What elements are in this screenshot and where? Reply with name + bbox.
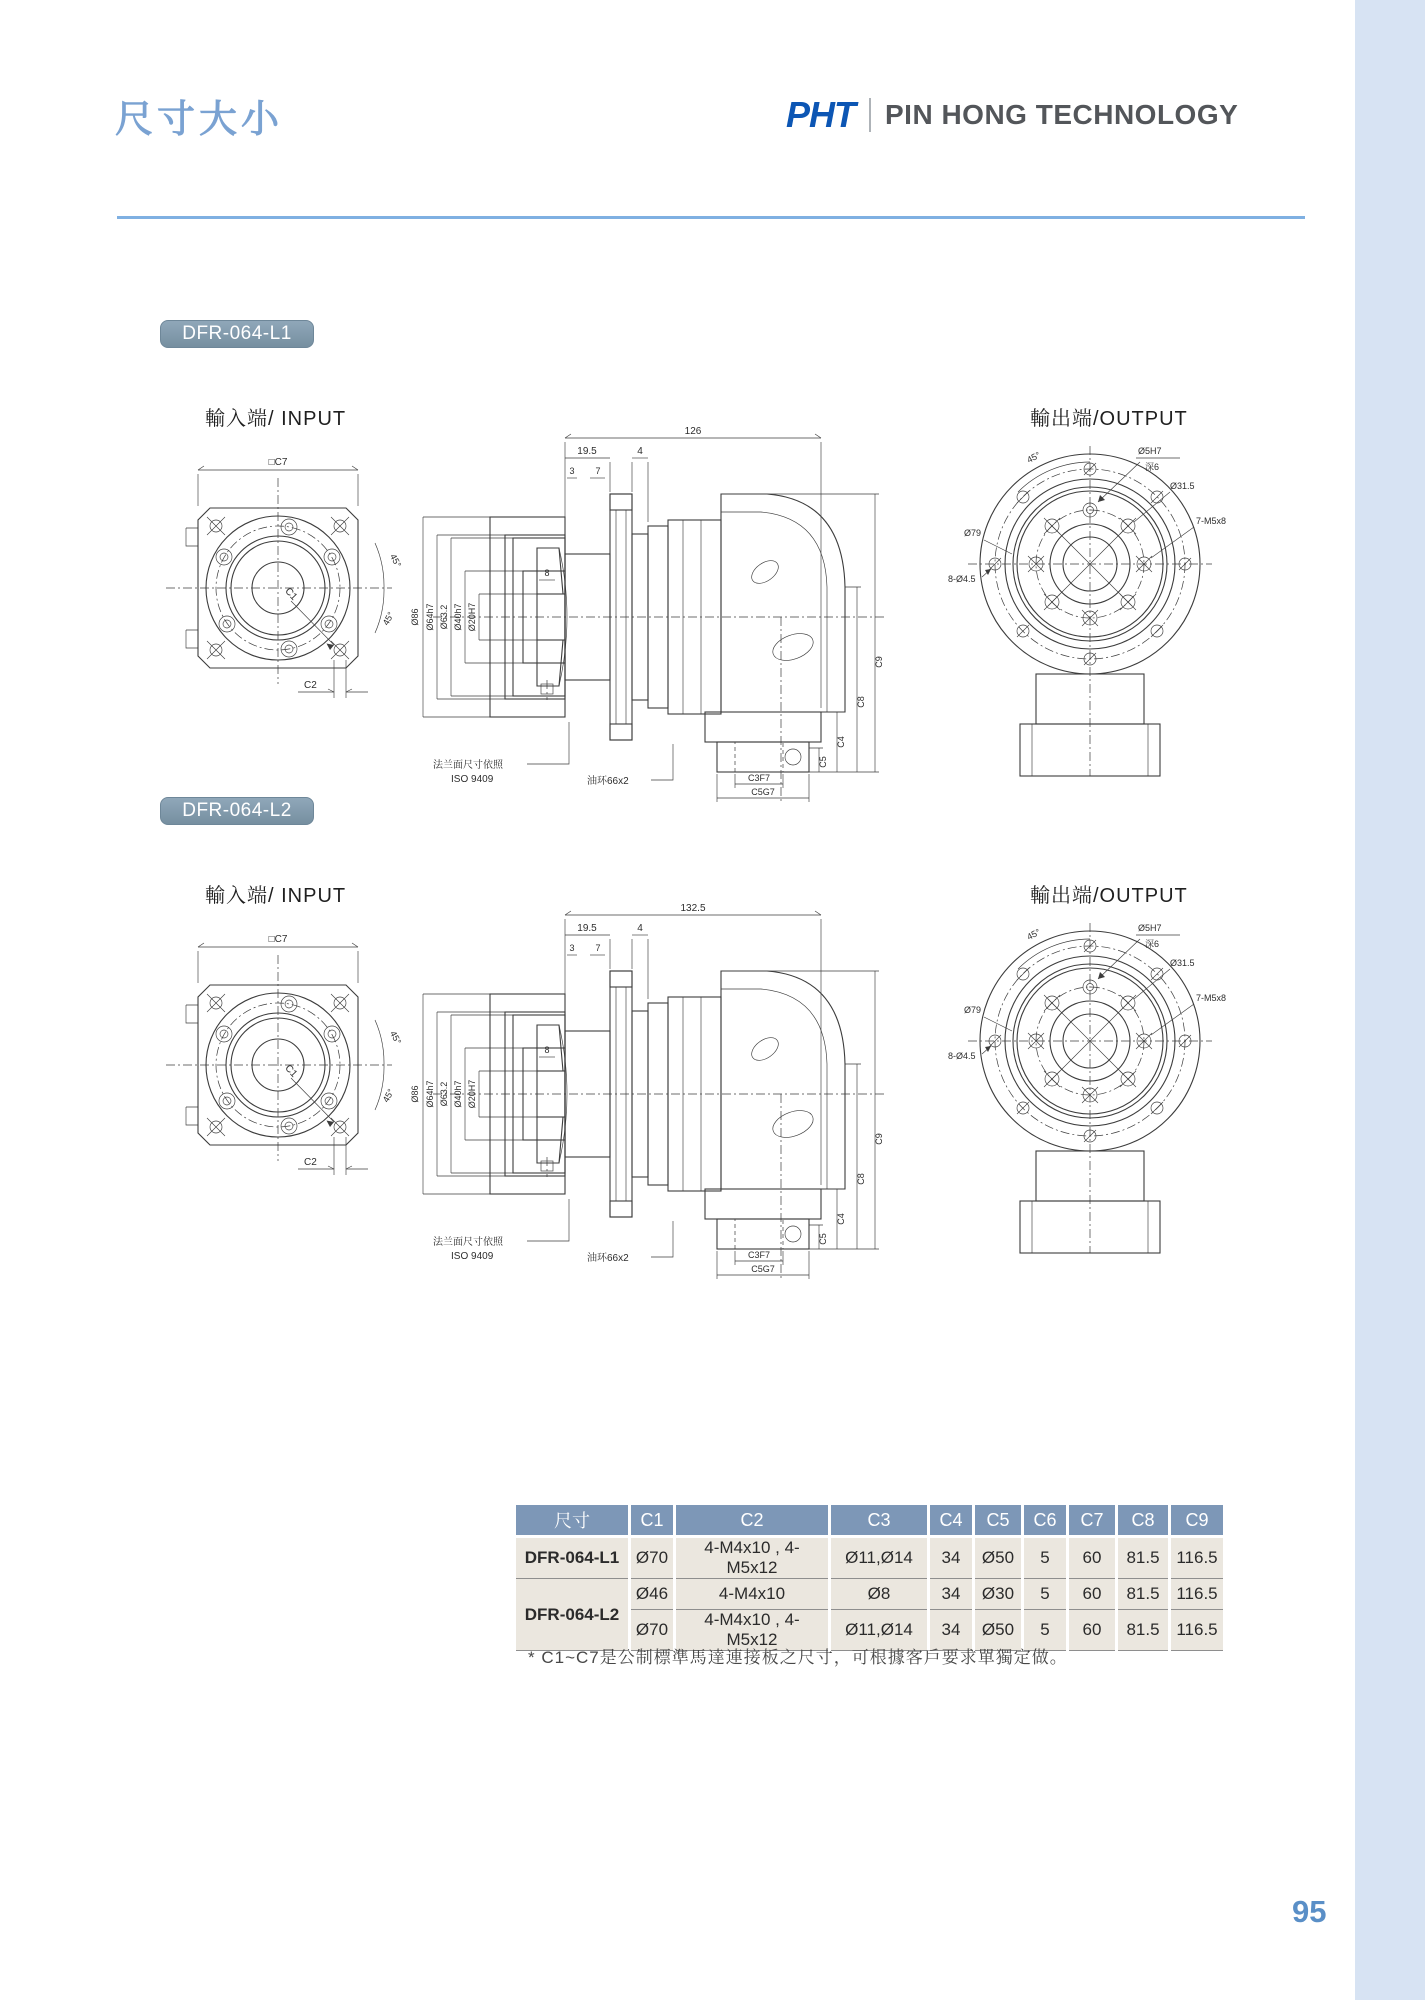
section-dfr-064-l1 <box>0 318 1355 810</box>
pin-depth-dim: 深6 <box>1145 939 1160 949</box>
input-end-label: 輸入端/ INPUT <box>205 885 347 907</box>
c1-dim: C1 <box>282 1062 300 1080</box>
square-width-dim: □C7 <box>268 934 288 945</box>
table-footnote: * C1~C7是公制標準馬達連接板之尺寸，可根據客戶要求單獨定做。 <box>528 1648 1068 1667</box>
cell-c3: Ø8 <box>831 1579 927 1610</box>
section-drawing <box>405 422 895 806</box>
flange-note-line2: ISO 9409 <box>451 774 494 785</box>
table-row <box>516 1538 1223 1579</box>
dim-8: 8 <box>544 1045 550 1055</box>
cell-c4: 34 <box>930 1610 972 1651</box>
angle-45-lower: 45° <box>380 1087 396 1104</box>
company-name: PIN HONG TECHNOLOGY <box>885 99 1239 130</box>
cell-c3: Ø11,Ø14 <box>831 1538 927 1579</box>
cell-c2: 4-M4x10 , 4-M5x12 <box>676 1538 828 1579</box>
dimension-table <box>513 1505 1226 1651</box>
dim-19-5: 19.5 <box>577 446 597 457</box>
section-drawing <box>405 899 895 1283</box>
cell-c1: Ø70 <box>631 1538 673 1579</box>
angle-45-dim: 45° <box>1025 449 1042 465</box>
header-c6: C6 <box>1024 1505 1066 1538</box>
dia-86-dim: Ø86 <box>410 1085 420 1103</box>
pht-logo: PHT <box>786 94 855 135</box>
c2-dim: C2 <box>304 1157 317 1168</box>
dim-3: 3 <box>569 466 575 476</box>
cell-c7: 60 <box>1069 1538 1115 1579</box>
dia-40-dim: Ø40h7 <box>453 603 463 631</box>
header-c2: C2 <box>676 1505 828 1538</box>
header-c3: C3 <box>831 1505 927 1538</box>
cell-c8: 81.5 <box>1118 1579 1168 1610</box>
c8-dim: C8 <box>856 696 866 708</box>
dim-7: 7 <box>595 466 601 476</box>
cell-c5: Ø50 <box>975 1610 1021 1651</box>
cell-c1: Ø46 <box>631 1579 673 1610</box>
cell-c5: Ø30 <box>975 1579 1021 1610</box>
through-holes-dim: 8-Ø4.5 <box>948 574 976 584</box>
dia-40-dim: Ø40h7 <box>453 1080 463 1108</box>
flange-note-line1: 法兰面尺寸依照 <box>433 760 503 771</box>
dim-7: 7 <box>595 943 601 953</box>
c9-dim: C9 <box>874 656 884 668</box>
cell-c1: Ø70 <box>631 1610 673 1651</box>
pin-dia-dim: Ø5H7 <box>1138 446 1162 456</box>
header-c5: C5 <box>975 1505 1021 1538</box>
c3f7-dim: C3F7 <box>747 1250 771 1260</box>
header-c9: C9 <box>1171 1505 1223 1538</box>
flange-note-line1: 法兰面尺寸依照 <box>433 1237 503 1248</box>
input-end-label: 輸入端/ INPUT <box>205 408 347 430</box>
dia-63-dim: Ø63.2 <box>439 1081 449 1107</box>
through-holes-dim: 8-Ø4.5 <box>948 1051 976 1061</box>
angle-45-lower: 45° <box>380 610 396 627</box>
output-flange-drawing <box>940 911 1240 1256</box>
dia-64-dim: Ø64h7 <box>425 1080 435 1108</box>
header-c7: C7 <box>1069 1505 1115 1538</box>
brand-header <box>786 94 1238 136</box>
square-width-dim: □C7 <box>268 457 288 468</box>
dia-20-dim: Ø20H7 <box>467 1079 477 1109</box>
cell-c4: 34 <box>930 1538 972 1579</box>
dim-4: 4 <box>637 923 643 934</box>
dim-19-5: 19.5 <box>577 923 597 934</box>
overall-length-dim: 126 <box>684 426 702 437</box>
c5-dim: C5 <box>818 756 828 768</box>
dia-31-5-dim: Ø31.5 <box>1170 958 1195 968</box>
c4-dim: C4 <box>836 736 846 748</box>
dia-31-5-dim: Ø31.5 <box>1170 481 1195 491</box>
cell-c4: 34 <box>930 1579 972 1610</box>
dim-3: 3 <box>569 943 575 953</box>
angle-45-upper: 45° <box>388 552 404 569</box>
c5-dim: C5 <box>818 1233 828 1245</box>
c3f7-dim: C3F7 <box>747 773 771 783</box>
tapped-holes-dim: 7-M5x8 <box>1196 516 1227 526</box>
cell-c3: Ø11,Ø14 <box>831 1610 927 1651</box>
angle-45-upper: 45° <box>388 1029 404 1046</box>
cell-c2: 4-M4x10 <box>676 1579 828 1610</box>
model-badge: DFR-064-L2 <box>160 797 314 825</box>
page-number: 95 <box>1292 1894 1327 1929</box>
dia-79-dim: Ø79 <box>964 528 982 538</box>
header-rule <box>117 216 1305 219</box>
c9-dim: C9 <box>874 1133 884 1145</box>
header-c4: C4 <box>930 1505 972 1538</box>
dia-20-dim: Ø20H7 <box>467 602 477 632</box>
cell-c6: 5 <box>1024 1610 1066 1651</box>
c5g7-dim: C5G7 <box>751 787 775 797</box>
pin-depth-dim: 深6 <box>1145 462 1160 472</box>
overall-length-dim: 132.5 <box>680 903 706 914</box>
header-c1: C1 <box>631 1505 673 1538</box>
dia-86-dim: Ø86 <box>410 608 420 626</box>
page-side-band <box>1355 0 1425 2000</box>
cell-c8: 81.5 <box>1118 1538 1168 1579</box>
header-size: 尺寸 <box>516 1505 628 1538</box>
dia-79-dim: Ø79 <box>964 1005 982 1015</box>
cell-c7: 60 <box>1069 1579 1115 1610</box>
page-title: 尺寸大小 <box>115 99 284 141</box>
dim-8: 8 <box>544 568 550 578</box>
model-cell: DFR-064-L2 <box>516 1579 628 1651</box>
cell-c6: 5 <box>1024 1579 1066 1610</box>
table-row <box>516 1579 1223 1610</box>
header-c8: C8 <box>1118 1505 1168 1538</box>
c4-dim: C4 <box>836 1213 846 1225</box>
c1-dim: C1 <box>282 585 300 603</box>
cell-c9: 116.5 <box>1171 1610 1223 1651</box>
output-end-label: 輸出端/OUTPUT <box>1030 408 1188 430</box>
c5g7-dim: C5G7 <box>751 1264 775 1274</box>
flange-note-line2: ISO 9409 <box>451 1251 494 1262</box>
cell-c7: 60 <box>1069 1610 1115 1651</box>
cell-c2: 4-M4x10 , 4-M5x12 <box>676 1610 828 1651</box>
oil-ring-note: 油环66x2 <box>587 1253 629 1264</box>
tapped-holes-dim: 7-M5x8 <box>1196 993 1227 1003</box>
model-cell: DFR-064-L1 <box>516 1538 628 1579</box>
cell-c8: 81.5 <box>1118 1610 1168 1651</box>
section-dfr-064-l2 <box>0 795 1355 1287</box>
output-flange-drawing <box>940 434 1240 779</box>
output-end-label: 輸出端/OUTPUT <box>1030 885 1188 907</box>
input-flange-drawing <box>148 448 410 758</box>
c2-dim: C2 <box>304 680 317 691</box>
input-flange-drawing <box>148 925 410 1235</box>
cell-c5: Ø50 <box>975 1538 1021 1579</box>
cell-c6: 5 <box>1024 1538 1066 1579</box>
cell-c9: 116.5 <box>1171 1538 1223 1579</box>
dia-64-dim: Ø64h7 <box>425 603 435 631</box>
model-badge: DFR-064-L1 <box>160 320 314 348</box>
pin-dia-dim: Ø5H7 <box>1138 923 1162 933</box>
dia-63-dim: Ø63.2 <box>439 604 449 630</box>
cell-c9: 116.5 <box>1171 1579 1223 1610</box>
dim-4: 4 <box>637 446 643 457</box>
oil-ring-note: 油环66x2 <box>587 776 629 787</box>
c8-dim: C8 <box>856 1173 866 1185</box>
brand-divider <box>869 98 871 132</box>
angle-45-dim: 45° <box>1025 926 1042 942</box>
table-header-row <box>516 1505 1223 1538</box>
